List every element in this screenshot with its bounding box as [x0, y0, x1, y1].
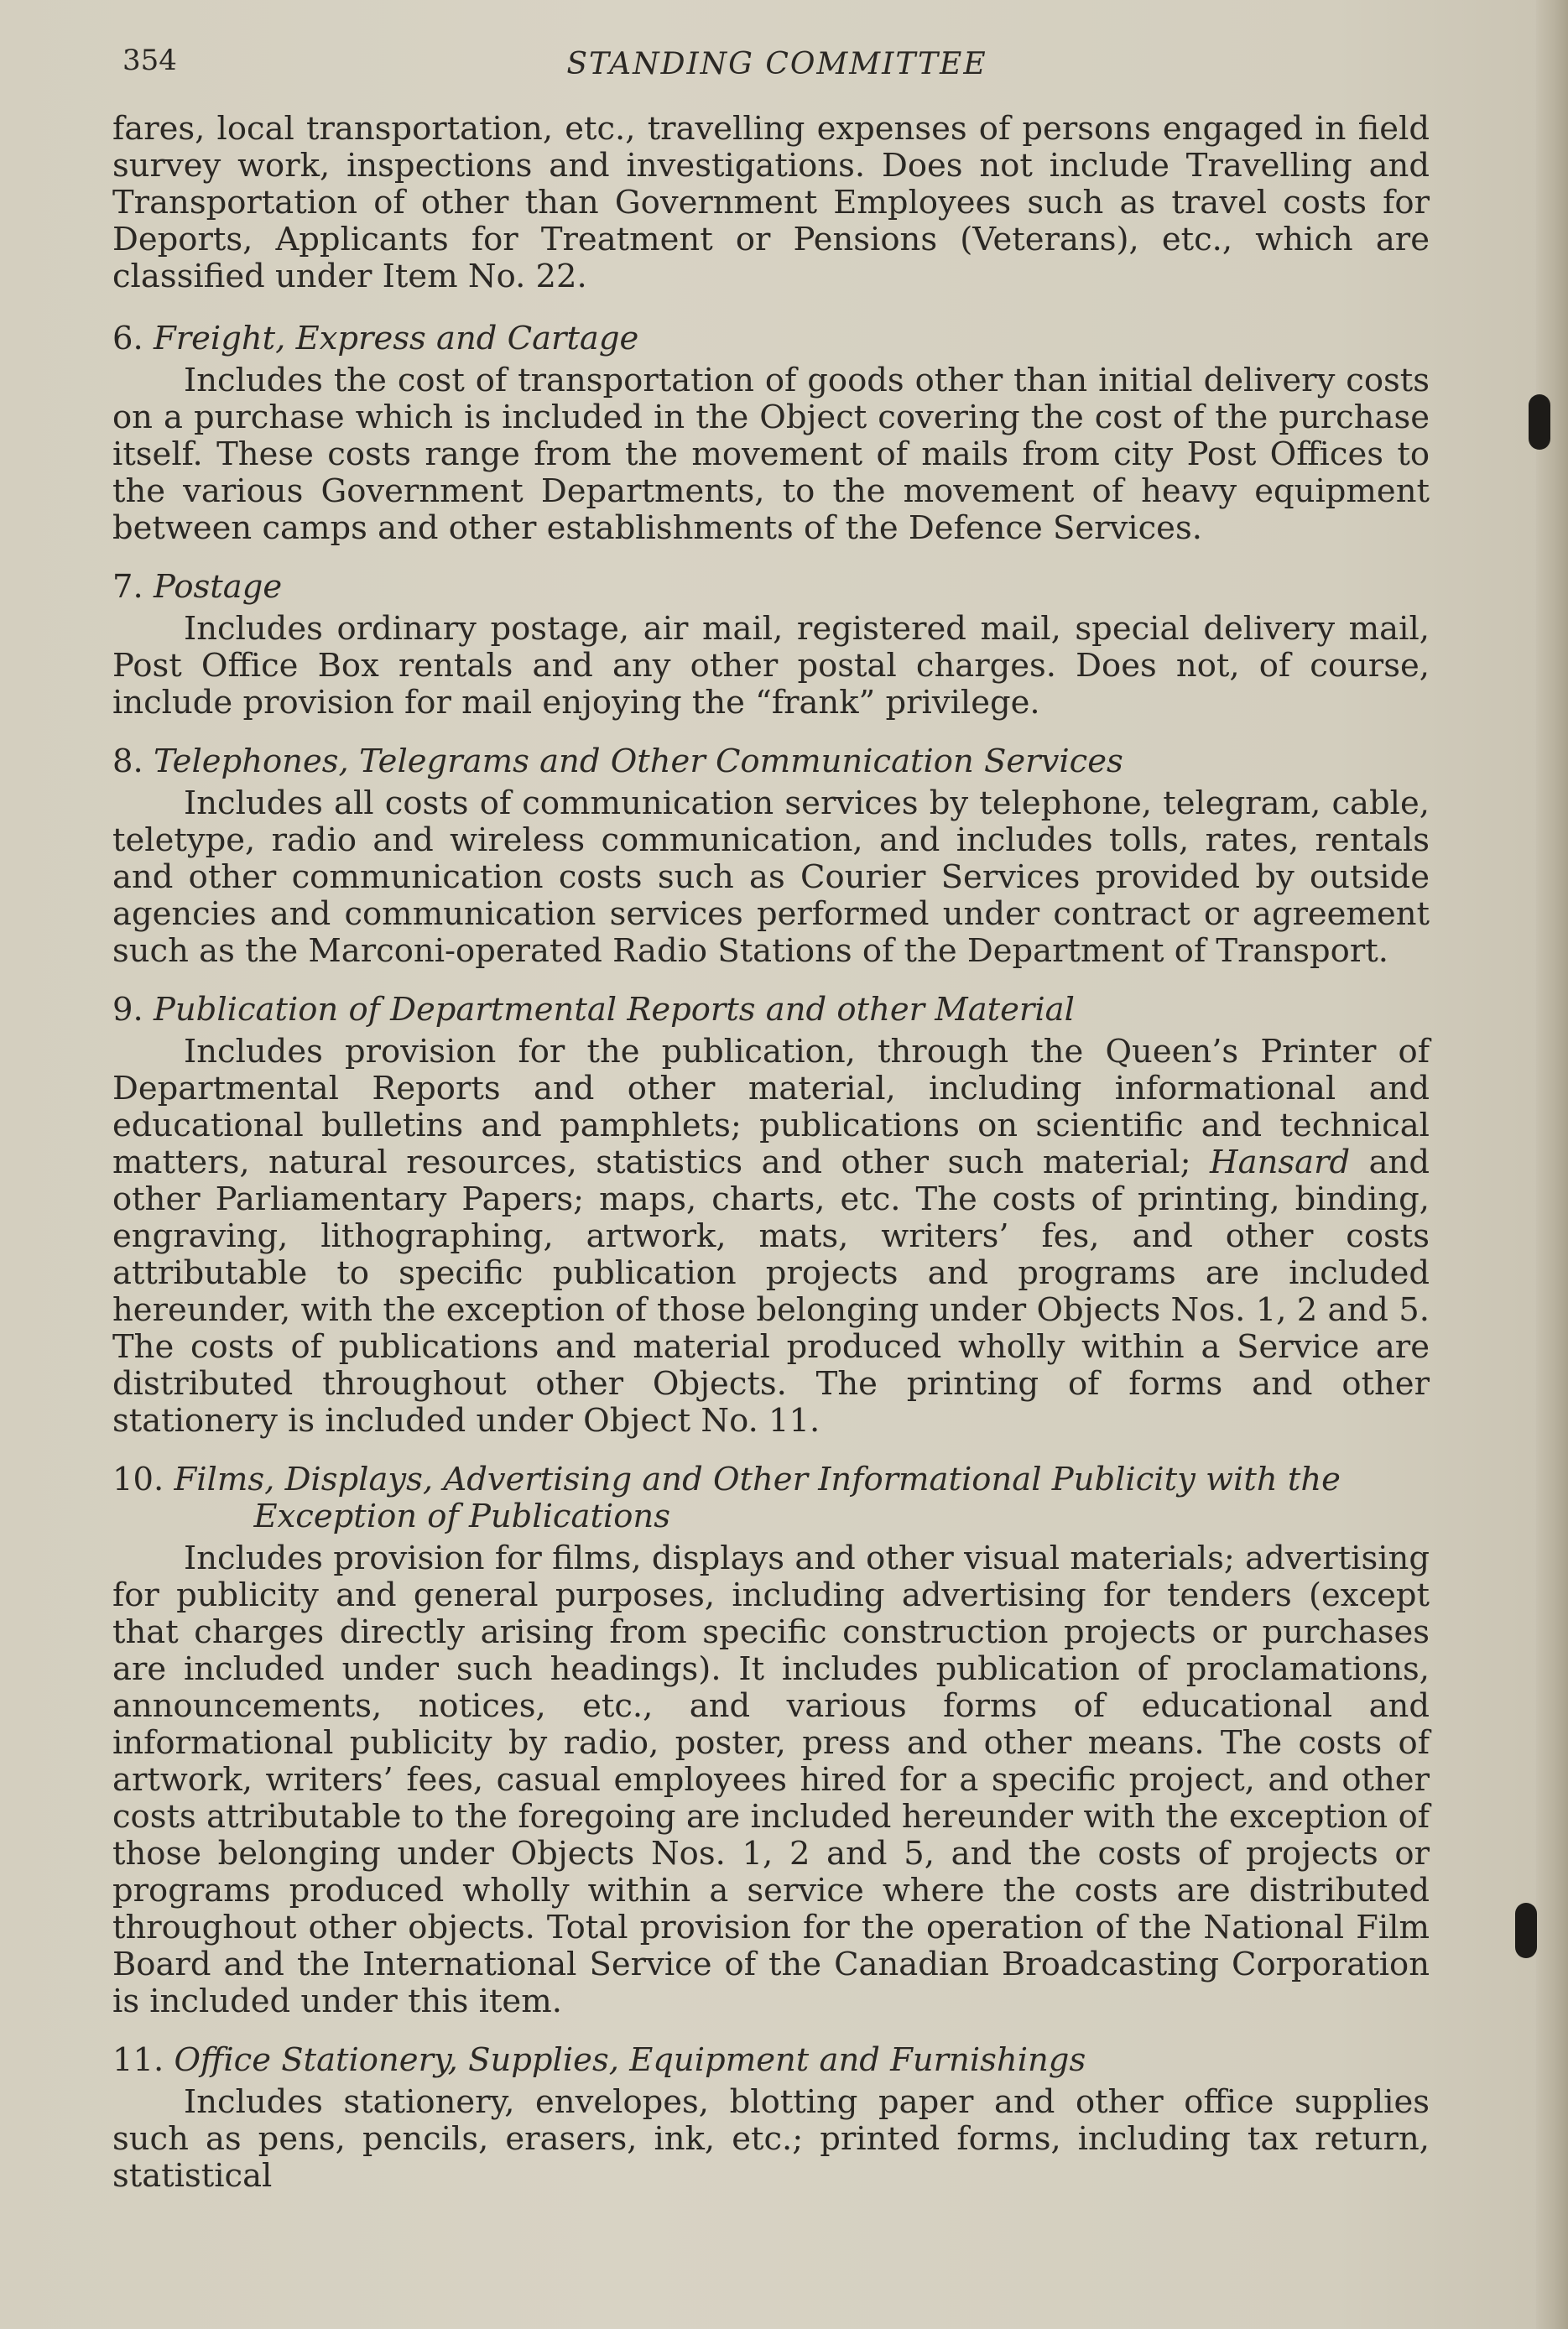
section-heading [112, 743, 1430, 780]
section-body [112, 1034, 1430, 1440]
section-body: Includes all costs of communication services by telephone, telegram, cable, teletype, radio and wireless communication, and includes tolls, rates, rentals and other communication costs such as Courier Services provided by outside agencies and communication services performed under contract or agreement such as the Marconi-operated Radio Stations of the Department of Transport. [112, 784, 1430, 970]
page-number: 354 [122, 44, 177, 77]
section-title [174, 1461, 1430, 1535]
body-text: and other Parliamentary Papers; maps, charts, etc. The costs of printing, binding, engraving, lithographing, artwork, mats, writers’ fes, and other costs attributable to specific publication projects and programs are included hereunder, with the exception of those belonging under Objects Nos. 1, 2 and 5. The costs of publications and material produced wholly within a Service are distributed throughout other Objects. The printing of forms and other stationery is included under Object No. 11. [112, 1144, 1430, 1440]
section-number: 8. [112, 742, 143, 780]
body-text: Includes provision for the publication, through the Queen’s Printer of Departmental Reports and other material, including informational and educational bulletins and pamphlets; publications on scientific and technical matters, natural resources, statistics and other such material; [112, 1033, 1430, 1181]
section-10 [112, 1461, 1430, 2020]
section-11 [112, 2042, 1430, 2195]
section-heading [112, 992, 1430, 1029]
page-header [122, 44, 1431, 86]
section-body: Includes ordinary postage, air mail, registered mail, special delivery mail, Post Office Box rentals and any other postal charges. Does not, of course, include provision for mail enjoying the “frank” privilege. [112, 610, 1430, 722]
section-number: 9. [112, 991, 143, 1029]
section-title-line-1: Films, Displays, Advertising and Other Informational Publicity with the [174, 1461, 1341, 1498]
section-title: Office Stationery, Supplies, Equipment and Furnishings [174, 2041, 1086, 2079]
section-9 [112, 992, 1430, 1440]
section-body: Includes the cost of transportation of goods other than initial delivery costs on a purchase which is included in the Object covering the cost of the purchase itself. These costs range from the movement of mails from city Post Offices to the various Government Departments, to the movement of heavy equipment between camps and other establishments of the Defence Services. [112, 362, 1430, 547]
section-body: Includes provision for films, displays and other visual materials; advertising for publicity and general purposes, including advertising for tenders (except that charges directly arising from specific construction projects or purchases are included under such headings). It includes publication of proclamations, announcements, notices, etc., and various forms of educational and informational publicity by radio, poster, press and other means. The costs of artwork, writers’ fees, casual employees hired for a specific project, and other costs attributable to the foregoing are included hereunder with the exception of those belonging under Objects Nos. 1, 2 and 5, and the costs of projects or programs produced wholly within a service where the costs are distributed throughout other objects. Total provision for the operation of the National Film Board and the International Service of the Canadian Broadcasting Corporation is included under this item. [112, 1540, 1430, 2020]
section-7 [112, 569, 1430, 722]
binding-hole [1515, 1903, 1537, 1958]
hansard-italic: Hansard [1210, 1144, 1351, 1181]
running-head: STANDING COMMITTEE [566, 47, 987, 81]
section-number: 7. [112, 568, 143, 606]
section-number: 6. [112, 320, 143, 357]
section-title: Telephones, Telegrams and Other Communication Services [153, 742, 1123, 780]
section-title: Postage [153, 568, 283, 606]
section-heading [112, 320, 1430, 357]
binding-hole [1529, 394, 1550, 450]
section-title: Publication of Departmental Reports and other Material [153, 991, 1075, 1029]
page-edge-shadow [1536, 0, 1568, 2329]
section-heading [112, 1461, 1430, 1535]
section-title: Freight, Express and Cartage [153, 320, 639, 357]
section-heading [112, 569, 1430, 606]
section-8 [112, 743, 1430, 970]
intro-paragraph: fares, local transportation, etc., travelling expenses of persons engaged in field survey work, inspections and investigations. Does not include Travelling and Transportation of other than Government Employees such as travel costs for Deports, Applicants for Treatment or Pensions (Veterans), etc., which are classified under Item No. 22. [112, 110, 1430, 295]
section-number: 10. [112, 1461, 164, 1498]
section-6 [112, 320, 1430, 547]
section-body: Includes stationery, envelopes, blotting paper and other office supplies such as pens, pencils, erasers, ink, etc.; printed forms, including tax return, statistical [112, 2083, 1430, 2195]
section-title-line-2: Exception of Publications [253, 1498, 670, 1535]
page-content [112, 111, 1430, 2217]
section-number: 11. [112, 2041, 164, 2079]
section-heading [112, 2042, 1430, 2079]
